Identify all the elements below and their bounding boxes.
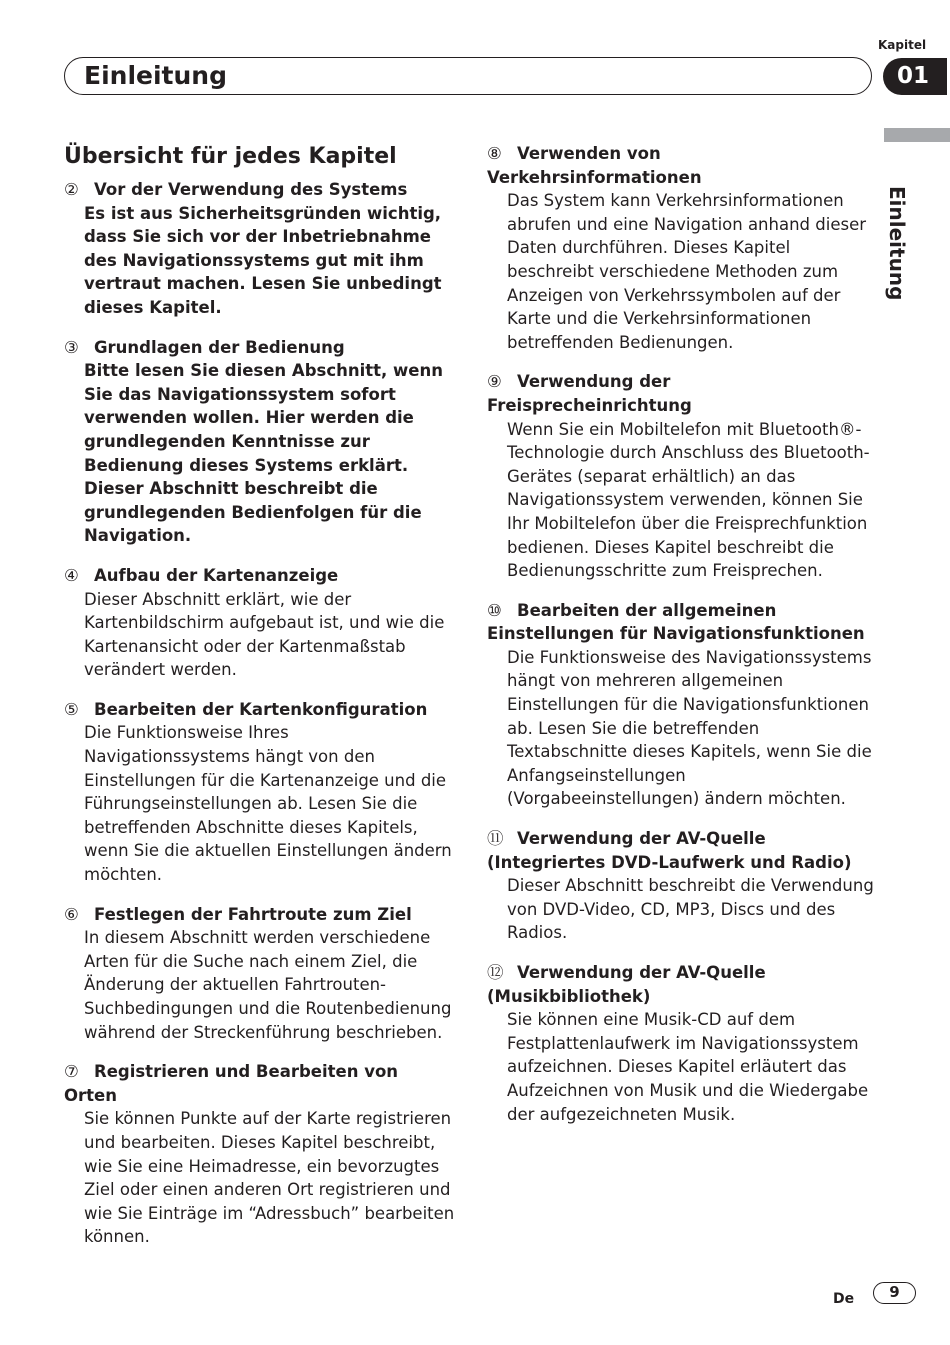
section-title: ② Vor der Verwendung des Systems	[64, 178, 456, 202]
section-title: ④ Aufbau der Kartenanzeige	[64, 564, 456, 588]
section-number: ⑥	[64, 904, 79, 924]
section-item	[64, 336, 456, 548]
section-number: ⑤	[64, 699, 79, 719]
section-body: Das System kann Verkehrsinformationen abrufen und eine Navigation anhand dieser Daten durchführen. Dieses Kapitel beschreibt verschiedene Methoden zum Anzeigen von Verkehrssymbolen auf der Karte und die Verkehrsinformationen betreffenden Bedienungen.	[507, 191, 867, 352]
section-body: Sie können Punkte auf der Karte registrieren und bearbeiten. Dieses Kapitel beschreibt, wie Sie eine Heimadresse, ein bevorzugtes Ziel oder einen anderen Ort registrieren und wie Sie Einträge im “Adressbuch” bearbeiten können.	[84, 1109, 455, 1247]
section-number: ⑫	[487, 963, 504, 982]
section-item	[64, 178, 456, 320]
section-item	[64, 903, 456, 1045]
section-item	[487, 961, 879, 1126]
section-number: ⑩	[487, 600, 502, 620]
section-number: ⑪	[487, 829, 504, 849]
section-number: ⑦	[64, 1062, 79, 1082]
section-body: Dieser Abschnitt beschreibt die Verwendung von DVD-Video, CD, MP3, Discs und des Radios.	[507, 876, 874, 943]
section-title: ⑦ Registrieren und Bearbeiten von Orten	[64, 1062, 399, 1105]
section-title: ⑤ Bearbeiten der Kartenkonfiguration	[64, 698, 456, 722]
section-number: ②	[64, 180, 79, 199]
section-body: In diesem Abschnitt werden verschiedene Arten für die Suche nach einem Ziel, die Änderung der aktuellen Fahrtrouten-Suchbedingungen und die Routenbedienung während der Streckenführung beschrieben.	[84, 928, 452, 1042]
section-item	[487, 142, 879, 354]
section-item	[487, 599, 879, 811]
left-column	[64, 178, 456, 1265]
section-number: ④	[64, 565, 79, 585]
section-body: Die Funktionsweise des Navigationssystems hängt von mehreren allgemeinen Einstellungen für die Navigationsfunktionen ab. Lesen Sie die betreffenden Textabschnitte dieses Kapitels, wenn Sie die Anfangseinstellungen (Vorgabeeinstellungen) ändern möchten.	[507, 647, 872, 809]
page-number: 9	[873, 1282, 916, 1304]
section-title: ⑨ Verwendung der Freisprecheinrichtung	[487, 372, 692, 415]
section-body: Bitte lesen Sie diesen Abschnitt, wenn Sie das Navigationssystem sofort verwenden wollen. Hier werden die grundlegenden Kenntnisse zur Bedienung dieses Systems erklärt.	[84, 361, 443, 475]
section-body: Es ist aus Sicherheitsgründen wichtig, dass Sie sich vor der Inbetriebnahme des Navigationssystems gut mit ihm vertraut machen. Lesen Sie unbedingt dieses Kapitel.	[84, 203, 442, 317]
section-title: ⑧ Verwenden von Verkehrsinformationen	[487, 144, 702, 187]
section-item	[64, 698, 456, 887]
section-body: Sie können eine Musik-CD auf dem Festplattenlaufwerk im Navigationssystem aufzeichnen. Dieses Kapitel erläutert das Aufzeichnen von Musik und die Wiedergabe der aufgezeichneten Musik.	[507, 1010, 869, 1124]
footer-language: De	[833, 1291, 855, 1307]
section-title: ③ Grundlagen der Bedienung	[64, 336, 456, 360]
section-body: Dieser Abschnitt erklärt, wie der Kartenbildschirm aufgebaut ist, und wie die Kartenansicht oder der Kartenmaßstab verändert werden.	[84, 589, 445, 680]
section-body: Wenn Sie ein Mobiltelefon mit Bluetooth®-Technologie durch Anschluss des Bluetooth-Gerätes (separat erhältlich) an das Navigationssystem verwenden, können Sie Ihr Mobiltelefon über die Freisprechfunktion bedienen. Dieses Kapitel beschreibt die Bedienungsschritte zum Freisprechen.	[507, 419, 870, 581]
section-title: ⑥ Festlegen der Fahrtroute zum Ziel	[64, 903, 456, 927]
chapter-number-badge: 01	[883, 58, 947, 95]
section-title: ⑩ Bearbeiten der allgemeinen Einstellungen für Navigationsfunktionen	[487, 600, 865, 644]
section-item	[487, 370, 879, 582]
section-title: ⑪ Verwendung der AV-Quelle (Integriertes DVD-Laufwerk und Radio)	[487, 829, 852, 872]
section-heading: Übersicht für jedes Kapitel	[64, 144, 397, 169]
side-tab-bar	[884, 128, 950, 142]
section-body-2: Dieser Abschnitt beschreibt die grundlegenden Bedienfolgen für die Navigation.	[84, 479, 422, 546]
section-number: ③	[64, 337, 79, 357]
section-item	[487, 827, 879, 945]
section-item	[64, 564, 456, 682]
section-number: ⑧	[487, 144, 502, 163]
section-body: Die Funktionsweise Ihres Navigationssystems hängt von den Einstellungen für die Kartenanzeige und die Führungseinstellungen ab. Lesen Sie die betreffenden Abschnitte dieses Kapitels, wenn Sie die aktuellen Einstellungen ändern möchten.	[84, 723, 452, 885]
side-tab-label: Einleitung	[885, 186, 909, 301]
section-item	[64, 1060, 456, 1249]
section-number: ⑨	[487, 372, 502, 392]
right-column	[487, 142, 879, 1142]
chapter-title-box	[64, 57, 872, 95]
chapter-label: Kapitel	[878, 38, 927, 52]
chapter-title: Einleitung	[84, 61, 227, 90]
section-title: ⑫ Verwendung der AV-Quelle (Musikbibliothek)	[487, 963, 766, 1006]
